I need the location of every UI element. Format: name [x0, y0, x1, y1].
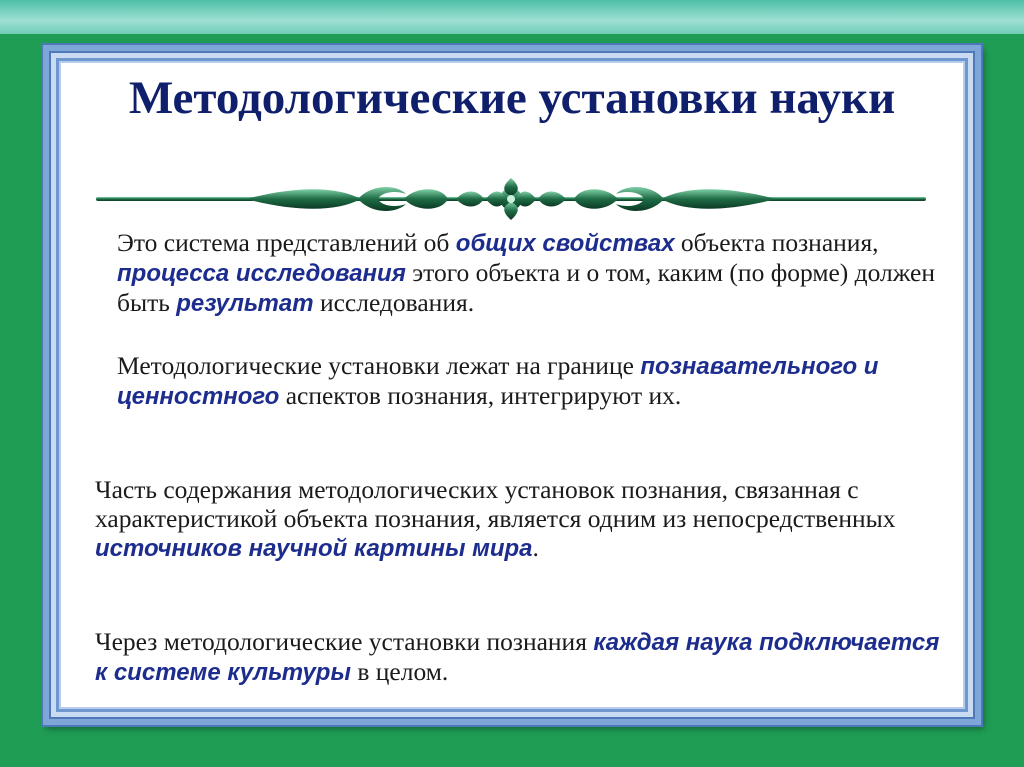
body-text: Через методологические установки познания	[95, 627, 594, 656]
slide-title: Методологические установки науки	[128, 72, 896, 124]
emphasis-text: результат	[176, 290, 314, 317]
body-text: .	[532, 533, 539, 562]
paragraph	[95, 351, 977, 411]
emphasis-text: каждая наука подключается к системе культуры	[95, 629, 940, 686]
body-text: Методологические установки лежат на границе	[117, 351, 641, 380]
paragraph	[95, 627, 955, 687]
body-text: исследования.	[313, 288, 475, 317]
body-text: Это система представлений об	[117, 228, 456, 257]
emphasis-text: общих свойствах	[455, 230, 675, 257]
body-text: аспектов познания, интегрируют их.	[279, 381, 682, 410]
body-text: Часть содержания методологических установок познания, связанная с характеристикой объекта познания, является одним из непосредственных	[95, 475, 896, 533]
emphasis-text: процесса исследования	[117, 260, 406, 287]
emphasis-text: познавательного и ценностного	[117, 353, 879, 410]
body-text: в целом.	[350, 657, 449, 686]
paragraph	[95, 228, 977, 318]
paragraph	[95, 475, 955, 563]
top-gradient-strip	[0, 0, 1024, 34]
body-text: объекта познания,	[674, 228, 879, 257]
body-text: этого объекта и о том, каким (по форме) должен быть	[117, 258, 936, 317]
emphasis-text: источников научной картины мира	[95, 535, 533, 562]
decorative-divider-icon	[96, 176, 926, 226]
